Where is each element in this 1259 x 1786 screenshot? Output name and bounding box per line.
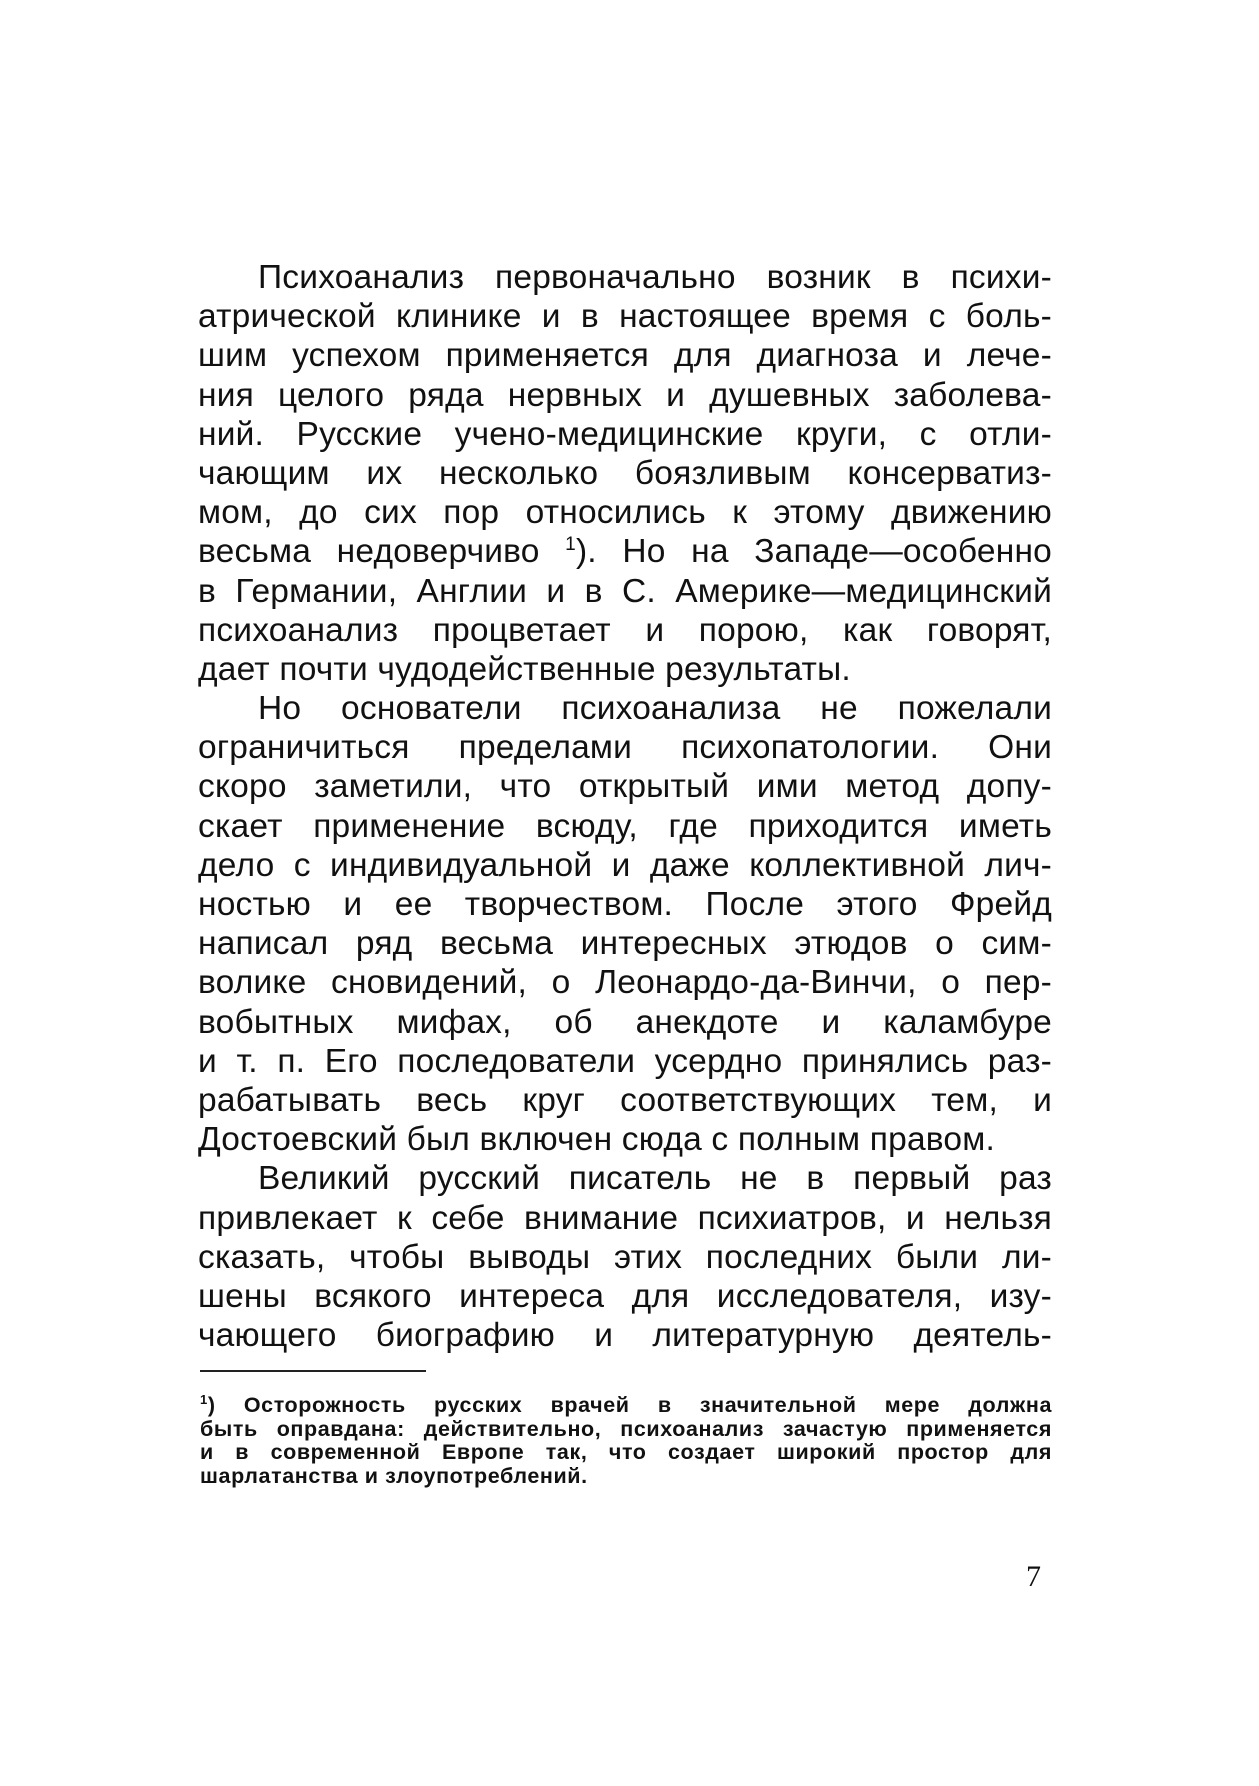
text-line: написал ряд весьма интересных этюдов о сим- [198, 925, 1052, 963]
page-number: 7 [1026, 1560, 1041, 1593]
footnote-marker: 1 [200, 1392, 208, 1407]
text-line: Великий русский писатель не в первый раз [258, 1160, 1052, 1198]
text-line: чающего биографию и литературную деятель- [198, 1317, 1052, 1355]
text-line: ностью и ее творчеством. После этого Фрейд [198, 886, 1052, 923]
text-line: Достоевский был включен сюда с полным правом. [198, 1121, 995, 1159]
text-line: шены всякого интереса для исследователя, изу- [198, 1277, 1052, 1315]
text-line: ния целого ряда нервных и душевных заболева- [198, 376, 1052, 414]
footnote [200, 1394, 1052, 1488]
text-line: ний. Русские учено-медицинские круги, с отли- [198, 415, 1052, 453]
text-line: сказать, чтобы выводы этих последних были ли- [198, 1238, 1052, 1276]
text-line [198, 532, 1052, 571]
footnote-reference[interactable]: 1 [565, 534, 576, 556]
text-line: в Германии, Англии и в С. Америке—медицинский [198, 572, 1052, 610]
footnote-line [200, 1394, 1052, 1418]
footnote-line-part: ) Осторожность русских врачей в значительной мере должна [207, 1393, 1052, 1417]
text-line: мом, до сих пор относились к этому движению [198, 494, 1052, 532]
text-line: скает применение всюду, где приходится иметь [198, 807, 1052, 845]
text-line: атрической клинике и в настоящее время с боль- [198, 298, 1052, 336]
text-line: волике сновидений, о Леонардо-да-Винчи, о пер- [198, 964, 1052, 1002]
footnote-divider [200, 1370, 426, 1372]
text-line: и т. п. Его последователи усердно принялись раз- [198, 1042, 1052, 1080]
text-line: ограничиться пределами психопатологии. Они [198, 729, 1052, 767]
text-line: Но основатели психоанализа не пожелали [258, 690, 1052, 728]
text-line: шим успехом применяется для диагноза и лече- [198, 337, 1052, 375]
footnote-line: и в современной Европе так, что создает широкий простор для [200, 1440, 1052, 1464]
text-line: чающим их несколько боязливым консерватиз- [198, 454, 1052, 492]
text-line: дает почти чудодейственные результаты. [198, 650, 851, 688]
footnote-line: шарлатанства и злоупотреблений. [200, 1463, 588, 1488]
text-line: Психоанализ первоначально возник в психи- [258, 259, 1052, 296]
text-line: скоро заметили, что открытый ими метод допу- [198, 768, 1052, 806]
main-text [198, 258, 1052, 1355]
text-line-part: весьма недоверчиво [198, 533, 540, 571]
text-line: рабатывать весь круг соответствующих тем, и [198, 1081, 1052, 1119]
text-line: психоанализ процветает и порою, как говорят, [198, 611, 1052, 649]
text-line: дело с индивидуальной и даже коллективной лич- [198, 846, 1052, 884]
text-line-part: ). Но на Западе—особенно [575, 533, 1052, 571]
text-line: вобытных мифах, об анекдоте и каламбуре [198, 1003, 1052, 1041]
text-line: привлекает к себе внимание психиатров, и нельзя [198, 1199, 1052, 1237]
footnote-line: быть оправдана: действительно, психоанализ зачастую применяется [200, 1416, 1052, 1441]
